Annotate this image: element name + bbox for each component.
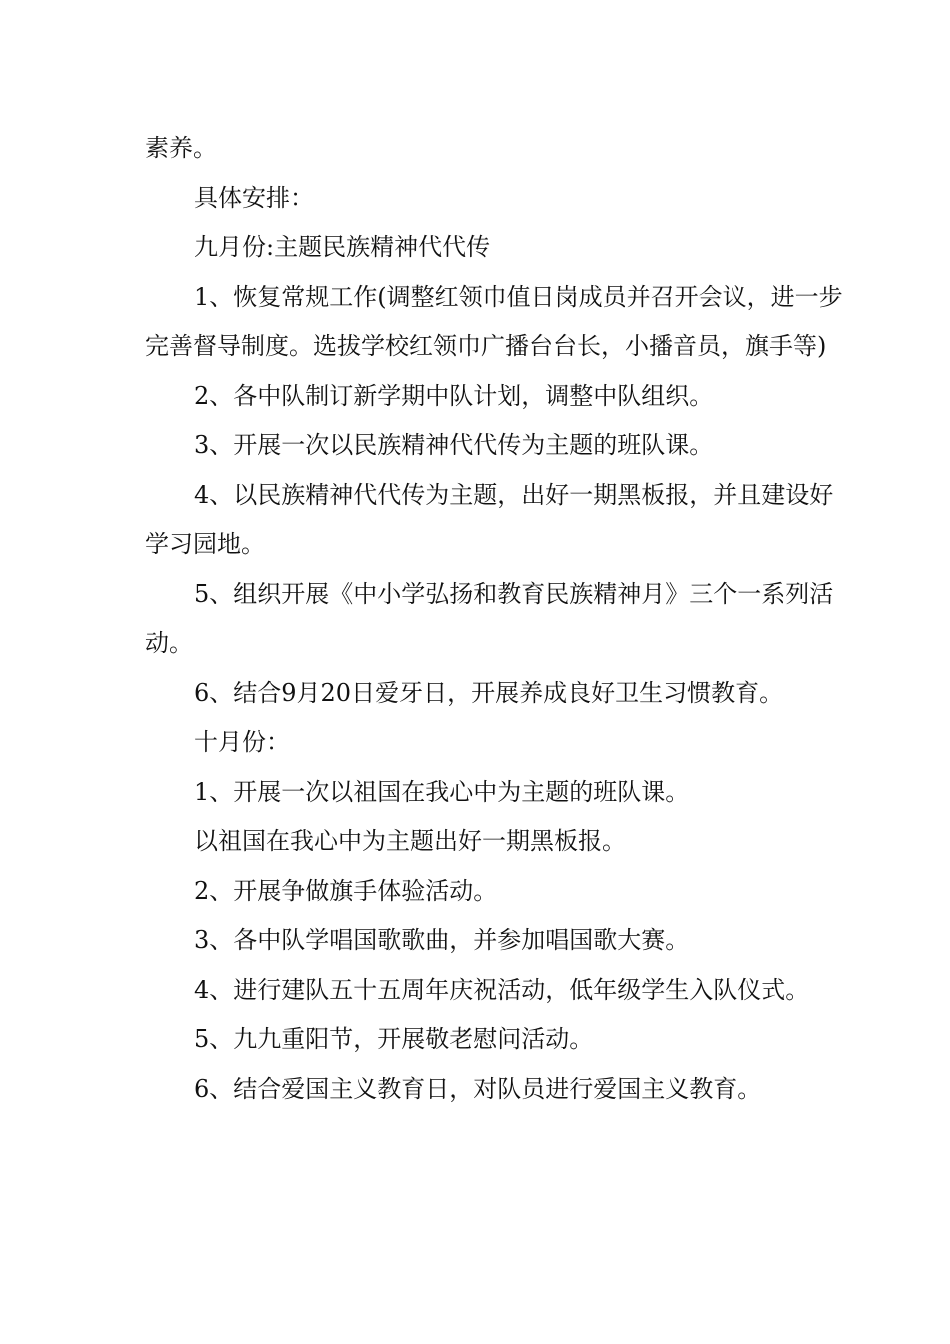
document-body [145,124,845,1114]
september-item-4: 4、以民族精神代代传为主题，出好一期黑板报，并且建设好学习园地。 [145,480,834,558]
october-item-1-continued: 以祖国在我心中为主题出好一期黑板报。 [194,827,626,855]
september-item-1: 1、恢复常规工作(调整红领巾值日岗成员并召开会议，进一步完善督导制度。选拔学校红领巾广播台台长，小播音员，旗手等) [145,282,843,360]
september-item-3: 3、开展一次以民族精神代代传为主题的班队课。 [194,431,714,459]
september-item-2: 2、各中队制订新学期中队计划，调整中队组织。 [194,381,714,410]
section-intro: 具体安排： [194,183,314,212]
paragraph-continuation: 素养。 [145,134,217,162]
heading-october: 十月份： [194,728,290,756]
october-item-3: 3、各中队学唱国歌歌曲，并参加唱国歌大赛。 [194,926,690,954]
september-item-6: 6、结合9月20日爱牙日，开展养成良好卫生习惯教育。 [194,678,784,707]
october-item-6: 6、结合爱国主义教育日，对队员进行爱国主义教育。 [194,1074,762,1103]
october-item-1: 1、开展一次以祖国在我心中为主题的班队课。 [194,777,690,806]
october-item-5: 5、九九重阳节，开展敬老慰问活动。 [194,1025,594,1053]
october-item-2: 2、开展争做旗手体验活动。 [194,876,498,905]
september-item-5: 5、组织开展《中小学弘扬和教育民族精神月》三个一系列活动。 [145,579,834,657]
october-item-4: 4、进行建队五十五周年庆祝活动，低年级学生入队仪式。 [194,975,810,1004]
heading-september: 九月份:主题民族精神代代传 [194,233,491,261]
